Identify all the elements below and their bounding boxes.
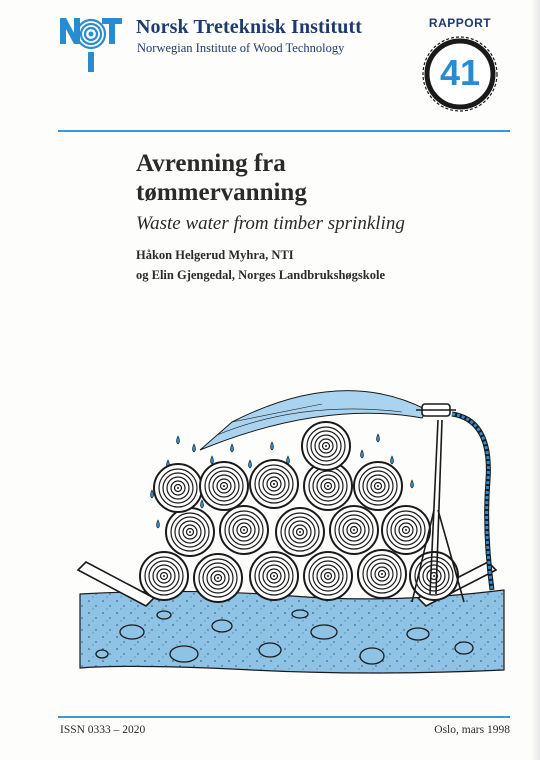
institute-name-english: Norwegian Institute of Wood Technology [137,41,345,55]
scan-edge [532,0,540,760]
author-line-1: Håkon Helgerud Myhra, NTI [136,248,294,262]
institute-name: Norsk Treteknisk Institutt [136,16,362,38]
report-title [136,149,307,207]
report-subtitle: Waste water from timber sprinkling [136,213,405,234]
nti-logo-icon [58,12,124,74]
header-divider [58,130,510,132]
issn-number: ISSN 0333 – 2020 [60,724,146,736]
footer-divider [58,716,510,718]
title-line-1: Avrenning fra [136,150,286,177]
publication-place-date: Oslo, mars 1998 [434,724,510,736]
timber-sprinkling-illustration [72,370,512,700]
report-number: 41 [439,52,481,93]
author-line-2: og Elin Gjengedal, Norges Landbrukshøgskole [136,268,386,282]
report-label: RAPPORT [428,16,492,30]
title-line-2: tømmervanning [136,179,307,206]
